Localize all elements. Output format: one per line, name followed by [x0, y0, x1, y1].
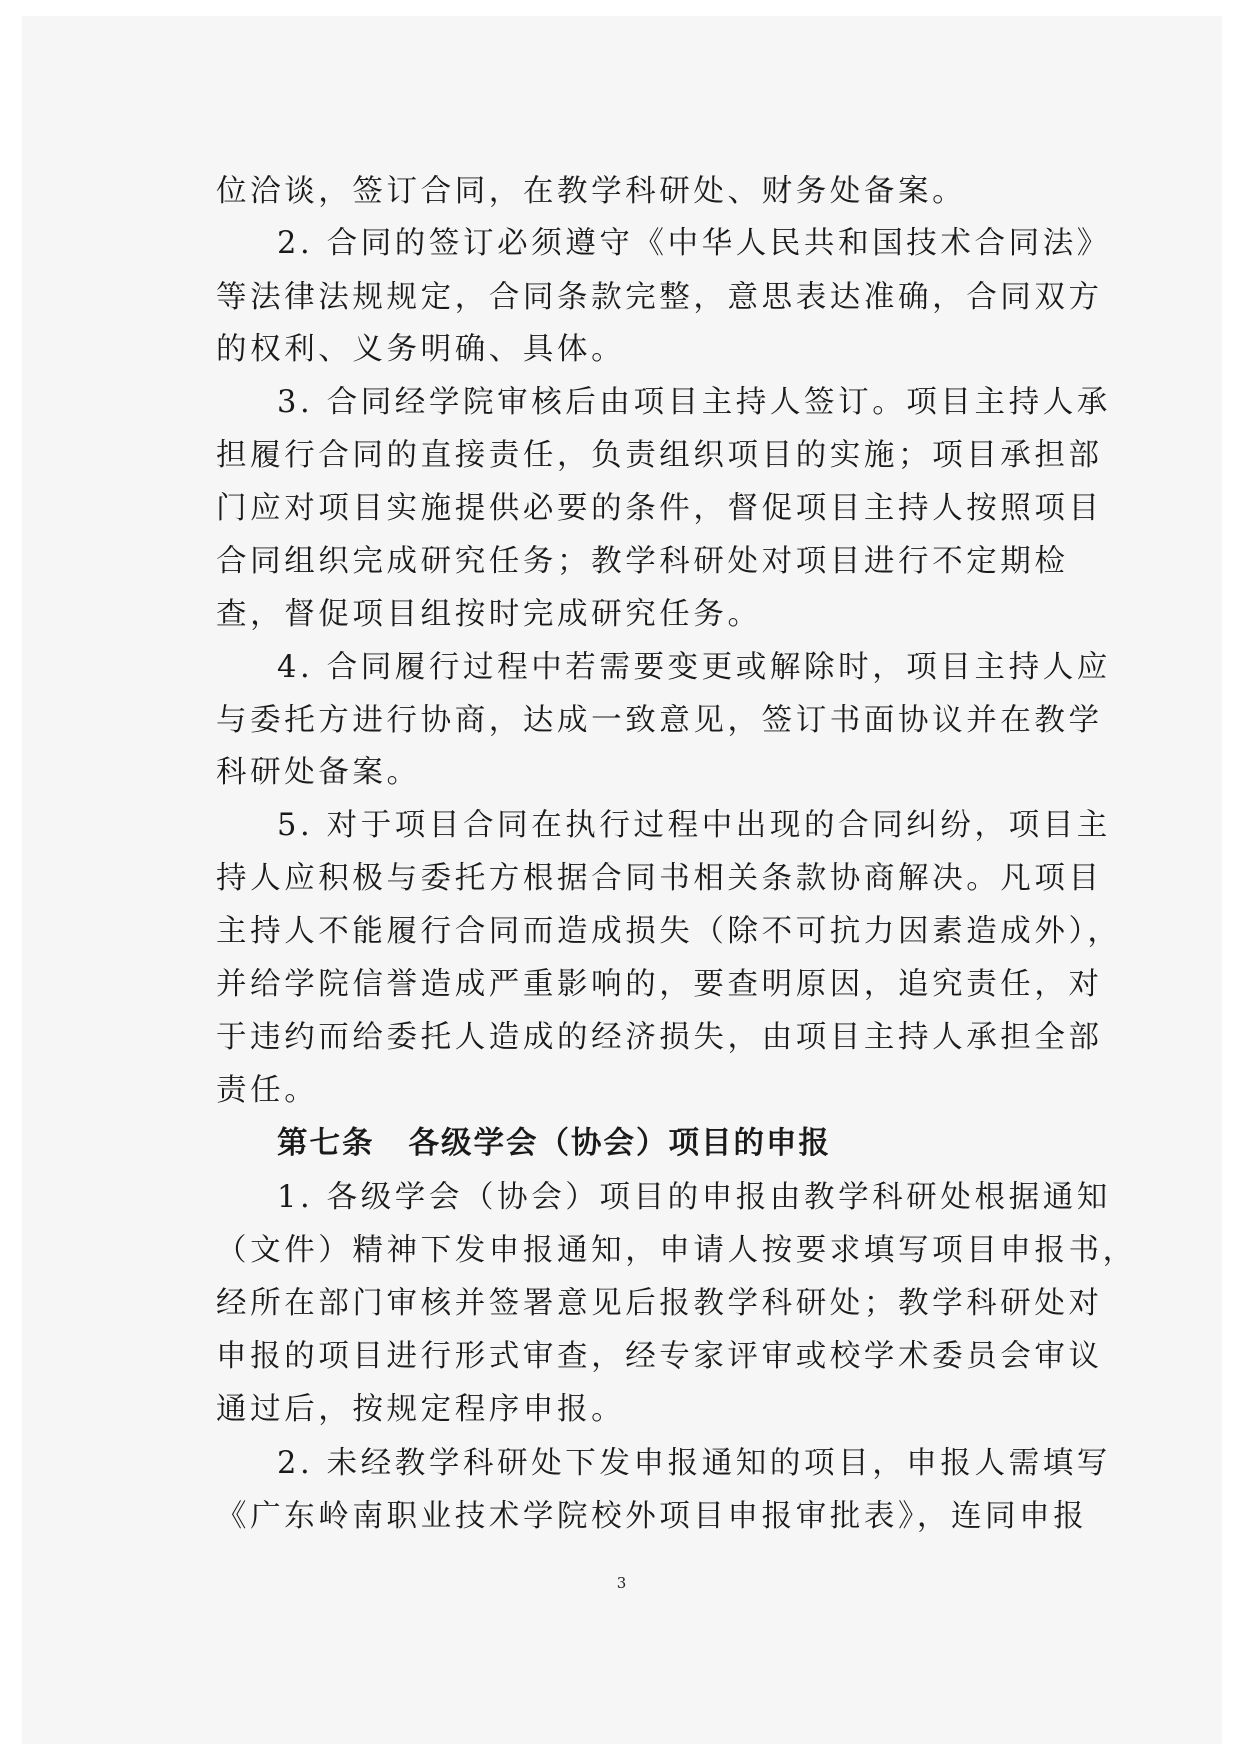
text-line: 位洽谈，签订合同，在教学科研处、财务处备案。 [216, 174, 967, 209]
article-number: 第七条 [277, 1126, 375, 1161]
text-line: 并给学院信誉造成严重影响的，要查明原因，追究责任，对 [216, 967, 1103, 1002]
text-line: 2. 未经教学科研处下发申报通知的项目，申报人需填写 [277, 1446, 1111, 1481]
text-line: 担履行合同的直接责任，负责组织项目的实施；项目承担部 [216, 438, 1103, 473]
text-line: （文件）精神下发申报通知，申请人按要求填写项目申报书， [216, 1233, 1137, 1268]
text-line: 通过后，按规定程序申报。 [216, 1392, 626, 1427]
text-line: 主持人不能履行合同而造成损失（除不可抗力因素造成外）， [216, 914, 1122, 949]
text-line: 门应对项目实施提供必要的条件，督促项目主持人按照项目 [216, 491, 1103, 526]
text-line: 与委托方进行协商，达成一致意见，签订书面协议并在教学 [216, 703, 1103, 738]
text-line: 1. 各级学会（协会）项目的申报由教学科研处根据通知 [277, 1180, 1111, 1215]
text-line: 合同组织完成研究任务；教学科研处对项目进行不定期检 [216, 544, 1069, 579]
text-line: 责任。 [216, 1073, 319, 1108]
text-line: 科研处备案。 [216, 755, 421, 790]
page-number: 3 [616, 1574, 627, 1592]
article-title: 各级学会（协会）项目的申报 [408, 1126, 831, 1161]
article-heading [277, 1116, 831, 1172]
text-line: 查，督促项目组按时完成研究任务。 [216, 597, 762, 632]
text-line: 《广东岭南职业技术学院校外项目申报审批表》，连同申报 [216, 1499, 1088, 1534]
text-line: 2. 合同的签订必须遵守《中华人民共和国技术合同法》 [277, 226, 1111, 261]
text-line: 的权利、义务明确、具体。 [216, 332, 626, 367]
text-line: 4. 合同履行过程中若需要变更或解除时，项目主持人应 [277, 650, 1111, 685]
text-line: 3. 合同经学院审核后由项目主持人签订。项目主持人承 [277, 385, 1111, 420]
text-line: 于违约而给委托人造成的经济损失，由项目主持人承担全部 [216, 1020, 1103, 1055]
text-line: 持人应积极与委托方根据合同书相关条款协商解决。凡项目 [216, 861, 1103, 896]
text-line: 经所在部门审核并签署意见后报教学科研处；教学科研处对 [216, 1286, 1103, 1321]
text-line: 等法律法规规定，合同条款完整，意思表达准确，合同双方 [216, 280, 1103, 315]
text-line: 5. 对于项目合同在执行过程中出现的合同纠纷，项目主 [277, 808, 1111, 843]
text-line: 申报的项目进行形式审查，经专家评审或校学术委员会审议 [216, 1339, 1103, 1374]
